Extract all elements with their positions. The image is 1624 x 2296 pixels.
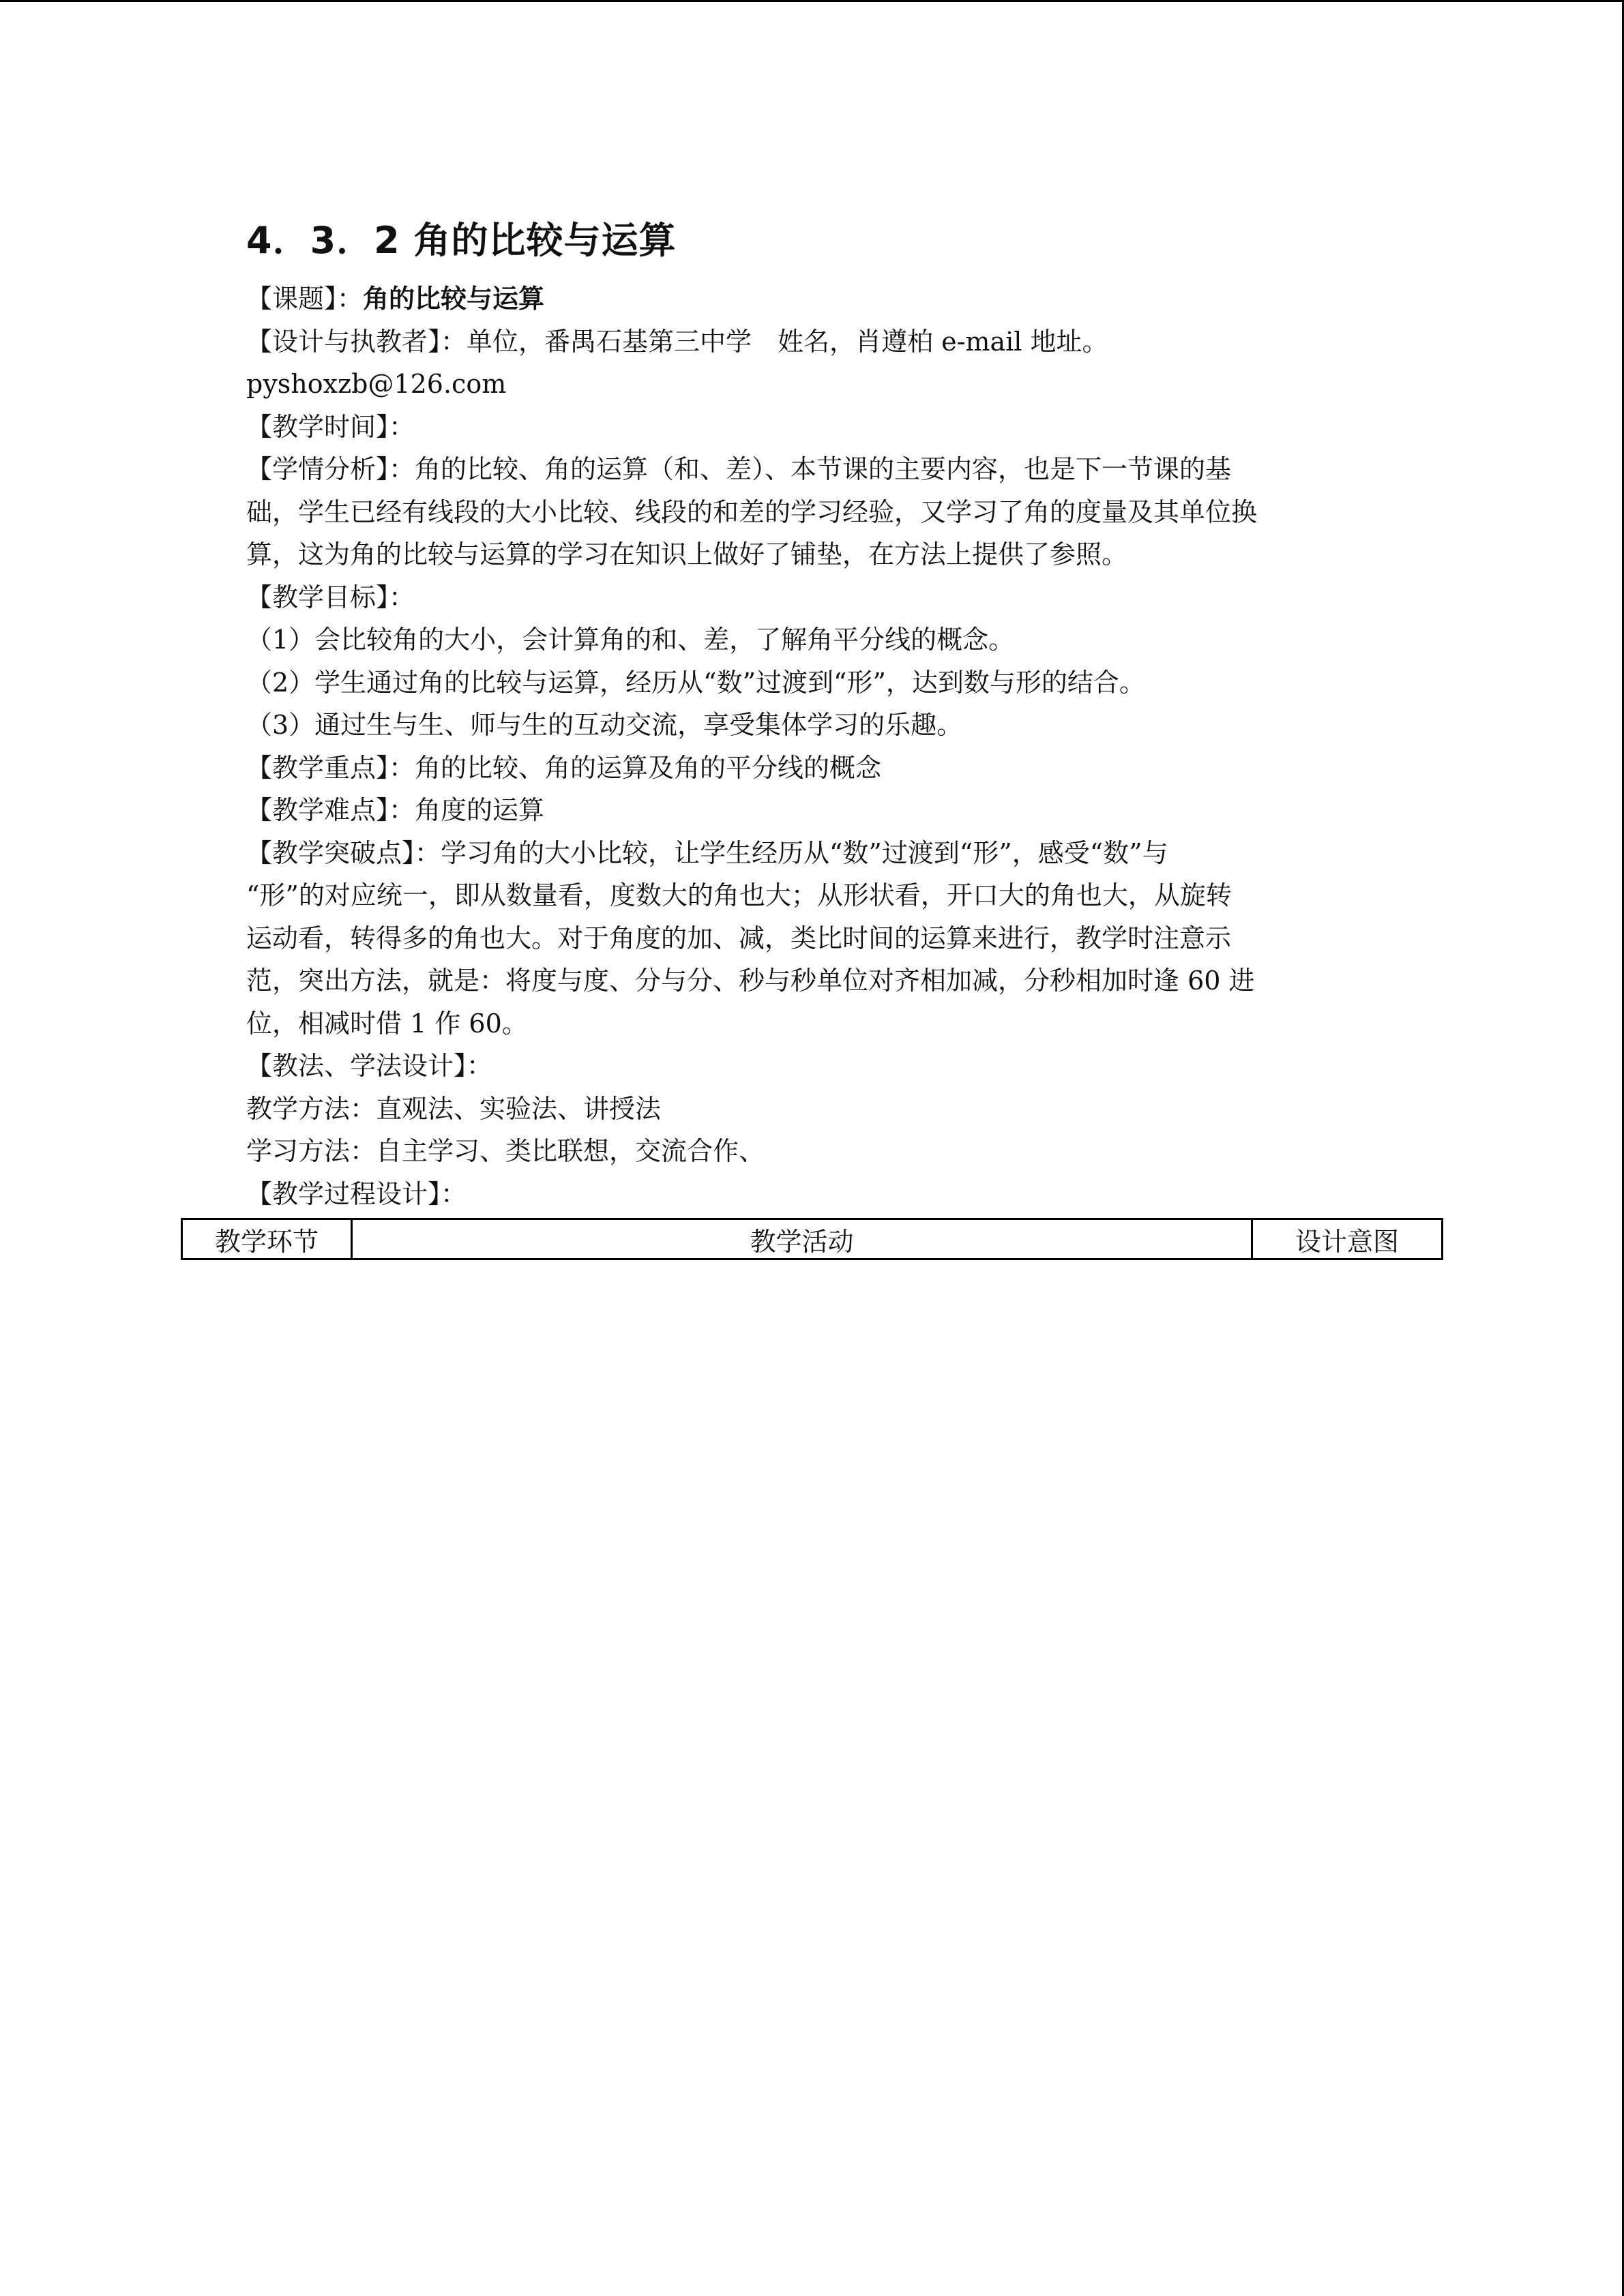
difficulties-line: 【教学难点】：角度的运算: [246, 795, 545, 825]
page-top-border: [0, 0, 1624, 2]
topic-label: 【课题】：: [246, 284, 364, 314]
key-points-line: 【教学重点】：角的比较、角的运算及角的平分线的概念: [246, 752, 882, 783]
analysis-line-1: 【学情分析】：角的比较、角的运算（和、差）、本节课的主要内容，也是下一节课的基: [246, 454, 1232, 484]
breakthrough-line-4: 范，突出方法，就是：将度与度、分与分、秒与秒单位对齐相加减，分秒相加时逢 60 进: [246, 966, 1255, 996]
table-header-row: [182, 1219, 1443, 1259]
teaching-method-line: 教学方法：直观法、实验法、讲授法: [246, 1093, 662, 1124]
process-heading: 【教学过程设计】：: [246, 1178, 467, 1209]
topic-value: 角的比较与运算: [363, 284, 545, 314]
document-body: [246, 208, 1406, 1215]
analysis-line-2: 础，学生已经有线段的大小比较、线段的和差的学习经验，又学习了角的度量及其单位换: [246, 496, 1258, 527]
analysis-line-3: 算，这为角的比较与运算的学习在知识上做好了铺垫，在方法上提供了参照。: [246, 539, 1128, 569]
methods-heading: 【教法、学法设计】：: [246, 1051, 493, 1081]
process-table: [181, 1218, 1443, 1260]
goal-3: （3）通过生与生、师与生的互动交流，享受集体学习的乐趣。: [246, 710, 963, 740]
goal-1: （1）会比较角的大小，会计算角的和、差，了解角平分线的概念。: [246, 625, 1015, 655]
breakthrough-line-2: “形”的对应统一，即从数量看，度数大的角也大；从形状看，开口大的角也大，从旋转: [246, 880, 1232, 910]
topic-line: [246, 278, 1406, 320]
email-line: pyshoxzb@126.com: [246, 369, 507, 399]
header-stage: 教学环节: [182, 1219, 352, 1259]
breakthrough-line-3: 运动看，转得多的角也大。对于角度的加、减，类比时间的运算来进行，教学时注意示: [246, 923, 1232, 953]
header-activity: 教学活动: [352, 1219, 1252, 1259]
time-line: 【教学时间】：: [246, 411, 415, 442]
breakthrough-line-1: 【教学突破点】：学习角的大小比较，让学生经历从“数”过渡到“形”，感受“数”与: [246, 837, 1168, 868]
goal-2: （2）学生通过角的比较与运算，经历从“数”过渡到“形”，达到数与形的结合。: [246, 667, 1145, 698]
designer-line: 【设计与执教者】：单位，番禺石基第三中学 姓名，肖遵柏 e-mail 地址。: [246, 326, 1108, 357]
learning-method-line: 学习方法：自主学习、类比联想，交流合作、: [246, 1136, 765, 1166]
page-title: 4．3．2 角的比较与运算: [246, 219, 677, 262]
breakthrough-line-5: 位，相减时借 1 作 60。: [246, 1008, 528, 1039]
header-intent: 设计意图: [1252, 1219, 1443, 1259]
goals-heading: 【教学目标】：: [246, 582, 415, 612]
